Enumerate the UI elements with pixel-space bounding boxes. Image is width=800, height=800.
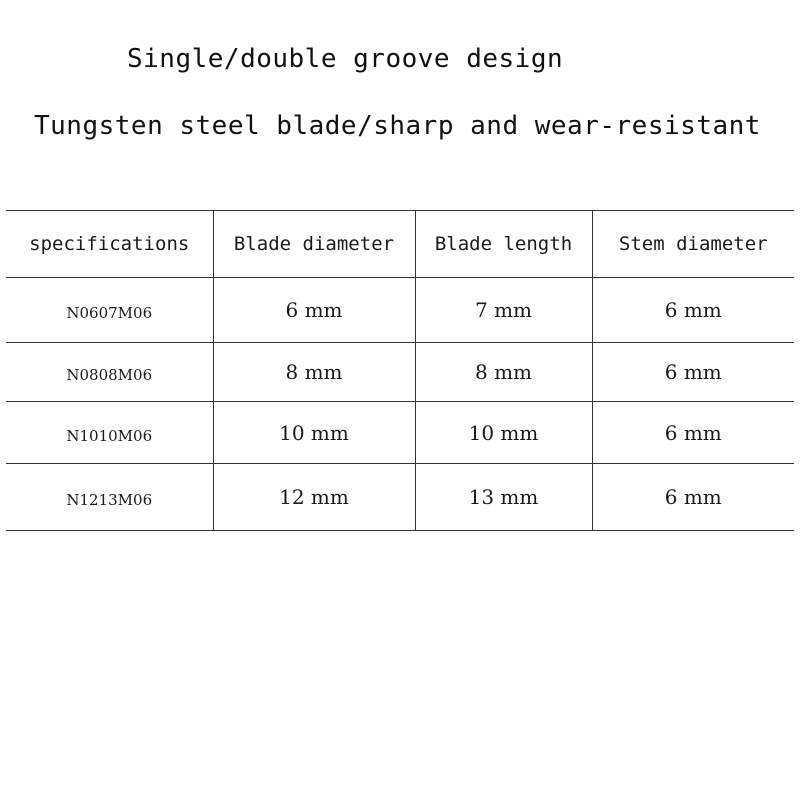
table-row — [6, 278, 794, 343]
model-code-cell: N1010M06 — [6, 402, 213, 464]
table-row — [6, 464, 794, 531]
blade-length-cell: 13 mm — [415, 464, 592, 531]
stem-diameter-cell: 6 mm — [592, 343, 794, 402]
headline-groove-design: Single/double groove design — [127, 44, 564, 74]
blade-diameter-cell: 6 mm — [213, 278, 415, 343]
blade-length-cell: 7 mm — [415, 278, 592, 343]
model-code-cell: N0808M06 — [6, 343, 213, 402]
table-row — [6, 343, 794, 402]
model-code-cell: N0607M06 — [6, 278, 213, 343]
stem-diameter-cell: 6 mm — [592, 464, 794, 531]
blade-diameter-cell: 8 mm — [213, 343, 415, 402]
blade-diameter-cell: 10 mm — [213, 402, 415, 464]
model-code-cell: N1213M06 — [6, 464, 213, 531]
column-header-blade-diameter: Blade diameter — [213, 211, 415, 278]
headline-blade-material: Tungsten steel blade/sharp and wear-resistant — [34, 111, 761, 141]
stem-diameter-cell: 6 mm — [592, 402, 794, 464]
column-header-blade-length: Blade length — [415, 211, 592, 278]
table-row — [6, 402, 794, 464]
blade-diameter-cell: 12 mm — [213, 464, 415, 531]
column-header-stem-diameter: Stem diameter — [592, 211, 794, 278]
blade-length-cell: 10 mm — [415, 402, 592, 464]
stem-diameter-cell: 6 mm — [592, 278, 794, 343]
table-header-row — [6, 211, 794, 278]
blade-length-cell: 8 mm — [415, 343, 592, 402]
column-header-specifications: specifications — [6, 211, 213, 278]
specifications-table — [6, 210, 794, 531]
